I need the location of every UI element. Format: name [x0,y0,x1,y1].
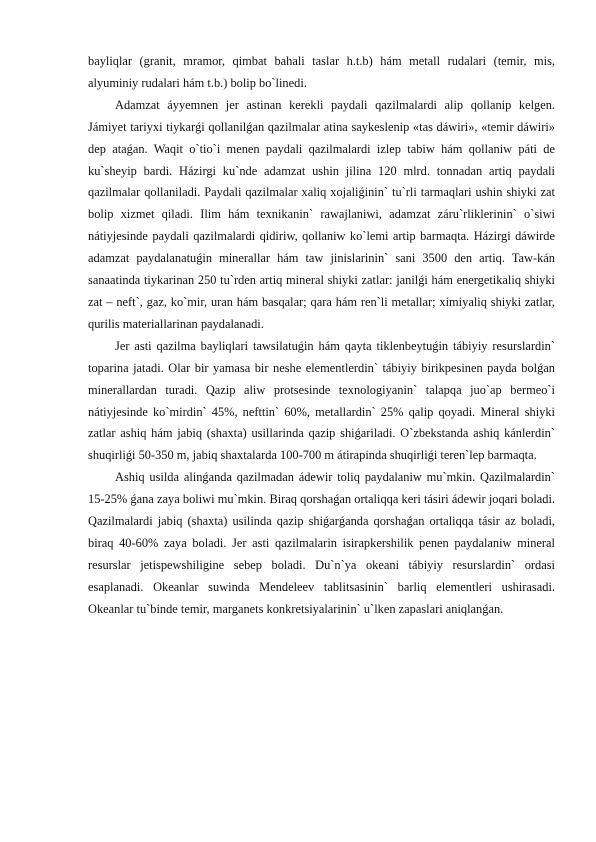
paragraph-nonrenewable-resources: Jer asti qazilma bayliqlari tawsilatuǵin hám qayta tiklenbeytuǵin tábiyiy resurslardin` toparina jatadi. Olar bir yamasa bir neshe elementlerdin` tábiyiy birikpesinen payda bolǵan minerallardan turadi. Qazip aliw protsesinde texnologiyanin` talapqa juo`ap bermeo`i nátiyjesinde ko`mirdin` 45%, nefttin` 60%, metallardin` 25% qalip qoyadi. Mineral shiyki zatlar ashiq hám jabiq (shaxta) usillarinda qazip shiǵariladi. O`zbekstanda ashiq kánlerdin` shuqirliǵi 50-350 m, jabiq shaxtalarda 100-700 m átirapinda shuqirliǵi teren`lep barmaqta. [88,338,555,463]
document-page [88,51,555,621]
paragraph-continuation: bayliqlar (granit, mramor, qimbat bahali taslar h.t.b) hám metall rudalari (temir, mis, alyuminiy rudalari hám t.b.) bolip bo`linedi. [88,54,555,90]
paragraph-mining-methods: Ashiq usilda alinǵanda qazilmadan ádewir toliq paydalaniw mu`mkin. Qazilmalardin` 15-25% ǵana zaya boliwi mu`mkin. Biraq qorshaǵan ortaliqqa keri tásiri ádewir joqari boladi. Qazilmalardi jabiq (shaxta) usilinda qazip shiǵarǵanda qorshaǵan ortaliqqa tásir az boladi, biraq 40-60% zaya boladi. Jer asti qazilmalarin isirapkershilik penen paydalaniw mineral resurslar jetispewshiligine sebep boladi. Du`n`ya okeani tábiyiy resurslardin` ordasi esaplanadi. Okeanlar suwinda Mendeleev tablitsasinin` barliq elementleri ushirasadi. Okeanlar tu`binde temir, marganets konkretsiyalarinin` u`lken zapaslari aniqlanǵan. [88,470,555,616]
paragraph-mineral-history: Adamzat áyyemnen jer astinan kerekli paydali qazilmalardi alip qollanip kelgen. Jámiyet tariyxi tiykarǵi qollanilǵan qazilmalar atina saykeslenip «tas dáwiri», «temir dáwiri» dep ataǵan. Waqit o`tio`i menen paydali qazilmalardi izlep tabiw hám qollaniw páti de ku`sheyip bardi. Házirgi ku`nde adamzat ushin jilina 120 mlrd. tonnadan artiq paydali qazilmalar qollaniladi. Paydali qazilmalar xaliq xojaliǵinin` tu`rli tarmaqlari ushin shiyki zat bolip xizmet qiladi. Ilim hám texnikanin` rawajlaniwi, adamzat záru`rliklerinin` o`siwi nátiyjesinde paydali qazilmalardi qidiriw, qollaniw ko`lemi artip barmaqta. Házirgi dáwirde adamzat paydalanatuǵin minerallar hám taw jinislarinin` sani 3500 den artiq. Taw-kán sanaatinda tiykarinan 250 tu`rden artiq mineral shiyki zatlar: janilǵi hám energetikaliq shiyki zat – neft`, gaz, ko`mir, uran hám basqalar; qara hám ren`li metallar; ximiyaliq shiyki zatlar, qurilis materiallarinan paydalanadi. [88,97,555,331]
